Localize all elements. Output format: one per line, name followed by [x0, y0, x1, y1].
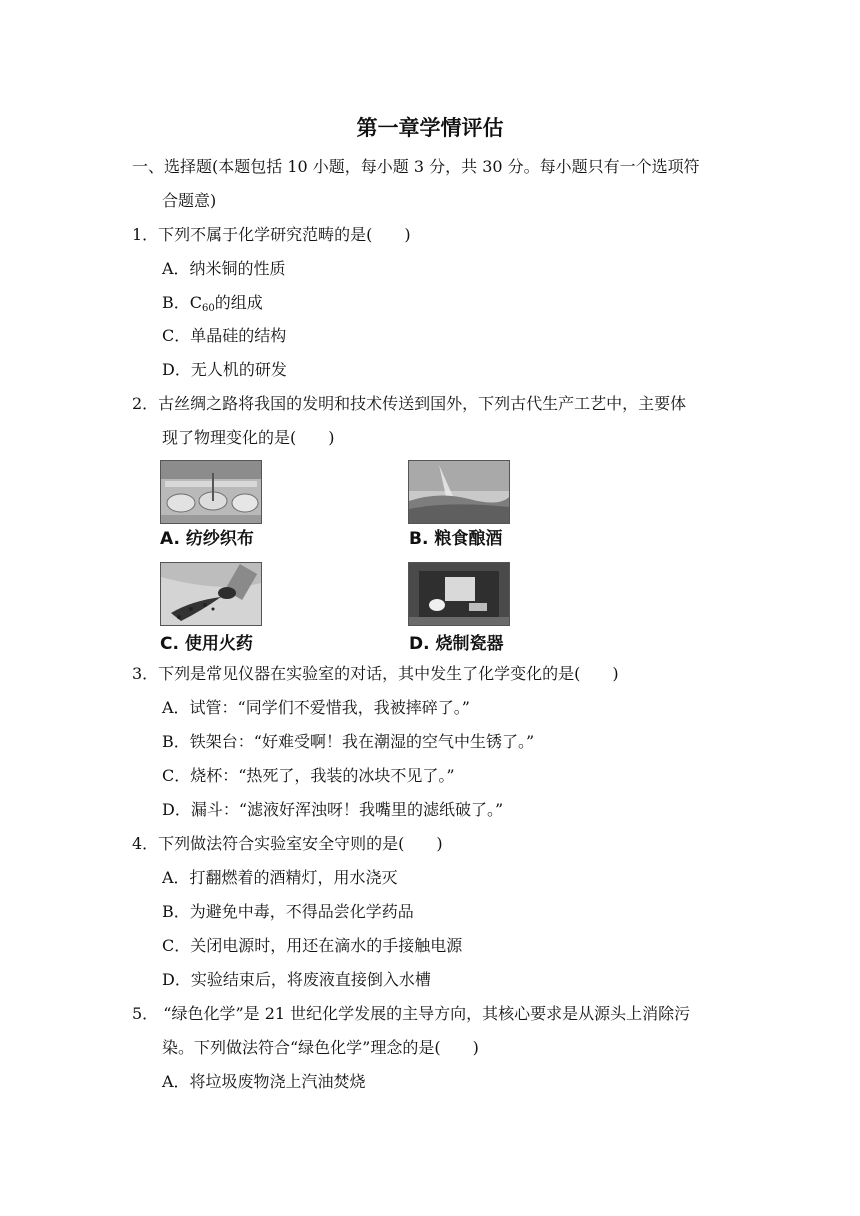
q5-stem-line2: 染。下列做法符合“绿色化学”理念的是( )	[162, 1038, 479, 1057]
q4-option-b: B．为避免中毒，不得品尝化学药品	[162, 902, 414, 921]
q1-option-d: D．无人机的研发	[162, 360, 287, 379]
q3-option-a: A．试管：“同学们不爱惜我，我被摔碎了。”	[162, 698, 470, 717]
q2-option-b-caption: B. 粮食酿酒	[409, 529, 503, 549]
q5-stem-line1: 5． “绿色化学”是 21 世纪化学发展的主导方向，其核心要求是从源头上消除污	[132, 1004, 691, 1023]
kiln-photo	[408, 562, 510, 626]
q3-option-d: D．漏斗：“滤液好浑浊呀！我嘴里的滤纸破了。”	[162, 800, 504, 819]
q1-stem: 1．下列不属于化学研究范畴的是( )	[132, 225, 411, 244]
q2-stem-line1: 2．古丝绸之路将我国的发明和技术传送到国外，下列古代生产工艺中，主要体	[132, 394, 687, 413]
q4-stem: 4．下列做法符合实验室安全守则的是( )	[132, 834, 443, 853]
q3-stem: 3．下列是常见仪器在实验室的对话，其中发生了化学变化的是( )	[132, 664, 619, 683]
q2-option-c-caption: C. 使用火药	[160, 634, 253, 654]
q5-option-a: A．将垃圾废物浇上汽油焚烧	[162, 1072, 366, 1091]
q2-option-d-caption: D. 烧制瓷器	[409, 634, 504, 654]
grain-photo	[408, 460, 510, 524]
q2-stem-line2: 现了物理变化的是( )	[162, 428, 335, 447]
q1-option-b-subscript: 60	[202, 303, 215, 314]
q1-option-a: A．纳米铜的性质	[162, 259, 286, 278]
q4-option-c: C．关闭电源时，用还在滴水的手接触电源	[162, 936, 463, 955]
gunpowder-photo	[160, 562, 262, 626]
q4-option-a: A．打翻燃着的酒精灯，用水浇灭	[162, 868, 398, 887]
q1-option-b	[162, 292, 263, 317]
q1-option-b-prefix: B．C	[162, 293, 203, 312]
section-heading-line2: 合题意)	[162, 191, 217, 210]
q3-option-c: C．烧杯：“热死了，我装的冰块不见了。”	[162, 766, 455, 785]
textile-mill-photo	[160, 460, 262, 524]
q2-option-a-caption: A. 纺纱织布	[160, 529, 254, 549]
q1-option-b-suffix: 的组成	[214, 293, 263, 312]
q3-option-b: B．铁架台：“好难受啊！我在潮湿的空气中生锈了。”	[162, 732, 535, 751]
q1-option-c: C．单晶硅的结构	[162, 326, 287, 345]
q4-option-d: D．实验结束后，将废液直接倒入水槽	[162, 970, 431, 989]
section-heading-line1: 一、选择题(本题包括 10 小题，每小题 3 分，共 30 分。每小题只有一个选项符	[132, 157, 700, 176]
page-title: 第一章学情评估	[356, 116, 504, 140]
